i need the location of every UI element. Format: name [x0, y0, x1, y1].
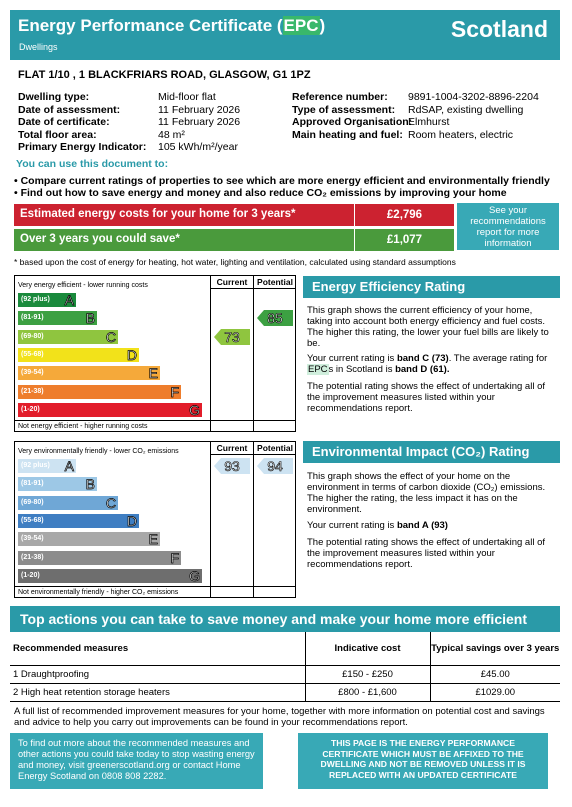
country-label: Scotland [450, 16, 548, 42]
savings-row [14, 229, 454, 251]
band-range-label: (21-38) [21, 553, 44, 561]
band-range-label: (55-68) [21, 350, 44, 358]
environmental-impact-description: This graph shows the effect of your home on the environment in terms of carbon dioxide (CO₂) emissions. The higher the rating, the less impact it has on the environment. [307, 471, 546, 515]
energy-efficiency-heading: Energy Efficiency Rating [303, 276, 560, 298]
band-range-label: (69-80) [21, 332, 44, 340]
recommended-measures-table [10, 632, 560, 702]
table-header-row [10, 632, 560, 665]
measure-cell: 1 Draughtproofing [10, 665, 305, 683]
saving-cell: £45.00 [430, 665, 560, 683]
band-range-label: (1-20) [21, 571, 40, 579]
potential-column-header: Potential [257, 443, 293, 453]
band-letter: E [148, 365, 158, 382]
current-rating-arrow [214, 458, 250, 474]
costs-footnote: * based upon the cost of energy for heating, hot water, lighting and ventilation, calculated using standard assumptions [14, 257, 456, 267]
top-actions-heading: Top actions you can take to save money and make your home more efficient [10, 606, 560, 632]
band-range-label: (92 plus) [21, 296, 50, 303]
band-letter: D [126, 346, 137, 363]
potential-rating-arrow [257, 458, 293, 474]
rating-band-g [18, 403, 202, 417]
band-letter: C [105, 494, 116, 511]
measures-column-header: Recommended measures [10, 632, 305, 665]
band-range-label: (21-38) [21, 387, 44, 395]
detail-row: Primary Energy Indicator: 105 kWh/m²/year [18, 141, 238, 153]
use-document-heading: You can use this document to: [16, 158, 169, 170]
band-range-label: (55-68) [21, 516, 44, 524]
potential-column-header: Potential [257, 277, 293, 287]
energy-efficiency-current-rating: Your current rating is band C (73). The average rating for EPCs in Scotland is band D (61). [307, 353, 548, 375]
detail-row: Total floor area: 48 m² [18, 128, 185, 141]
rating-band-a [18, 459, 76, 473]
band-letter: C [105, 328, 116, 345]
measure-cell: 2 High heat retention storage heaters [10, 683, 305, 701]
estimated-costs-label: Estimated energy costs for your home for 3 years* [20, 208, 296, 220]
current-column-header: Current [216, 277, 248, 287]
environmental-impact-graph [14, 441, 296, 598]
current-column-header: Current [216, 443, 248, 453]
rating-band-c [18, 496, 118, 510]
certificate-title: Energy Performance Certificate (EPC) [18, 16, 326, 35]
detail-row: Date of certificate: 11 February 2026 [18, 116, 241, 128]
band-letter: G [189, 567, 200, 584]
band-letter: F [170, 549, 179, 566]
full-list-note: A full list of recommended improvement measures for your home, together with more information on potential cost and savings and advice to help you carry out improvements can be found in your recommendations report. [14, 706, 545, 728]
band-range-label: (69-80) [21, 498, 44, 506]
see-recommendations-box: See your recommendations report for more information [457, 203, 559, 250]
band-range-label: (81-91) [21, 314, 44, 322]
band-letter: D [126, 512, 137, 529]
graph-bottom-label: Not environmentally friendly - higher CO₂ emissions [18, 589, 179, 596]
detail-row: Main heating and fuel: Room heaters, electric [292, 128, 514, 141]
cost-column-header: Indicative cost [305, 632, 430, 665]
certificate-subtitle: Dwellings [19, 42, 58, 52]
detail-row: Dwelling type: Mid-floor flat [18, 91, 216, 103]
estimated-costs-value: £2,796 [354, 204, 454, 226]
property-address: FLAT 1/10 , 1 BLACKFRIARS ROAD, GLASGOW, G1 1PZ [18, 69, 311, 81]
energy-efficiency-potential-note: The potential rating shows the effect of undertaking all of the improvement measures listed within your recommendations report. [307, 381, 546, 414]
graph-top-label: Very energy efficient - lower running costs [18, 282, 148, 289]
saving-cell: £1029.00 [430, 683, 560, 701]
potential-rating-arrow [257, 310, 293, 326]
band-letter: A [64, 292, 74, 308]
environmental-impact-current-rating: Your current rating is band A (93) [307, 520, 448, 531]
band-letter: F [170, 383, 179, 400]
current-rating-value: 93 [224, 458, 240, 474]
certificate-header [10, 10, 560, 60]
band-letter: A [64, 458, 74, 474]
detail-row: Date of assessment: 11 February 2026 [18, 103, 241, 116]
rating-band-d [18, 348, 139, 362]
savings-column-header: Typical savings over 3 years [430, 632, 560, 665]
rating-band-f [18, 551, 181, 565]
band-letter: B [85, 476, 95, 493]
detail-row: Reference number: 9891-1004-3202-8896-2204 [292, 91, 539, 103]
estimated-costs-row [14, 204, 454, 226]
potential-rating-value: 94 [267, 458, 283, 474]
use-bullet: • Find out how to save energy and money and also reduce CO₂ emissions by improving your home [14, 187, 507, 199]
table-row [10, 665, 560, 683]
rating-band-a [18, 293, 76, 307]
graph-top-label: Very environmentally friendly - lower CO₂ emissions [18, 448, 179, 455]
rating-band-c [18, 330, 118, 344]
details-right [292, 91, 560, 141]
rating-band-e [18, 532, 160, 546]
cost-cell: £150 - £250 [305, 665, 430, 683]
band-range-label: (39-54) [21, 369, 44, 377]
band-range-label: (1-20) [21, 405, 40, 413]
environmental-impact-heading: Environmental Impact (CO₂) Rating [303, 441, 560, 463]
find-out-more-box: To find out more about the recommended measures and other actions you could take today to stop wasting energy and money, visit greenerscotland.org or contact Home Energy Scotland on 0808 808 2282. [10, 733, 263, 789]
savings-label: Over 3 years you could save* [20, 233, 180, 245]
band-letter: B [85, 310, 95, 327]
potential-rating-value: 85 [267, 310, 283, 327]
band-range-label: (92 plus) [21, 462, 50, 469]
rating-band-b [18, 311, 97, 325]
details-left [18, 91, 283, 154]
energy-efficiency-graph [14, 275, 296, 432]
epc-highlight: EPC [283, 16, 319, 35]
environmental-impact-potential-note: The potential rating shows the effect of undertaking all of the improvement measures listed within your recommendations report. [307, 537, 546, 570]
graph-bottom-label: Not energy efficient - higher running costs [18, 423, 148, 430]
rating-band-f [18, 385, 181, 399]
rating-band-b [18, 477, 97, 491]
rating-band-d [18, 514, 139, 528]
savings-value: £1,077 [354, 229, 454, 251]
current-rating-arrow [214, 329, 250, 345]
use-bullet: • Compare current ratings of properties to see which are more energy efficient and environmentally friendly [14, 175, 550, 187]
band-letter: G [189, 401, 200, 418]
energy-efficiency-description: This graph shows the current efficiency of your home, taking into account both energy efficiency and fuel costs. The higher this rating, the lower your fuel bills are likely to be. [307, 305, 549, 349]
table-row [10, 683, 560, 701]
band-range-label: (39-54) [21, 535, 44, 543]
cost-cell: £800 - £1,600 [305, 683, 430, 701]
band-range-label: (81-91) [21, 480, 44, 488]
rating-band-g [18, 569, 202, 583]
detail-row: Type of assessment: RdSAP, existing dwelling [292, 103, 524, 116]
affix-notice-box: THIS PAGE IS THE ENERGY PERFORMANCE CERTIFICATE WHICH MUST BE AFFIXED TO THE DWELLING AND NOT BE REMOVED UNLESS IT IS REPLACED WITH AN UPDATED CERTIFICATE [298, 733, 548, 789]
current-rating-value: 73 [224, 328, 240, 345]
detail-row: Approved Organisation: Elmhurst [292, 116, 450, 128]
band-letter: E [148, 531, 158, 548]
rating-band-e [18, 366, 160, 380]
